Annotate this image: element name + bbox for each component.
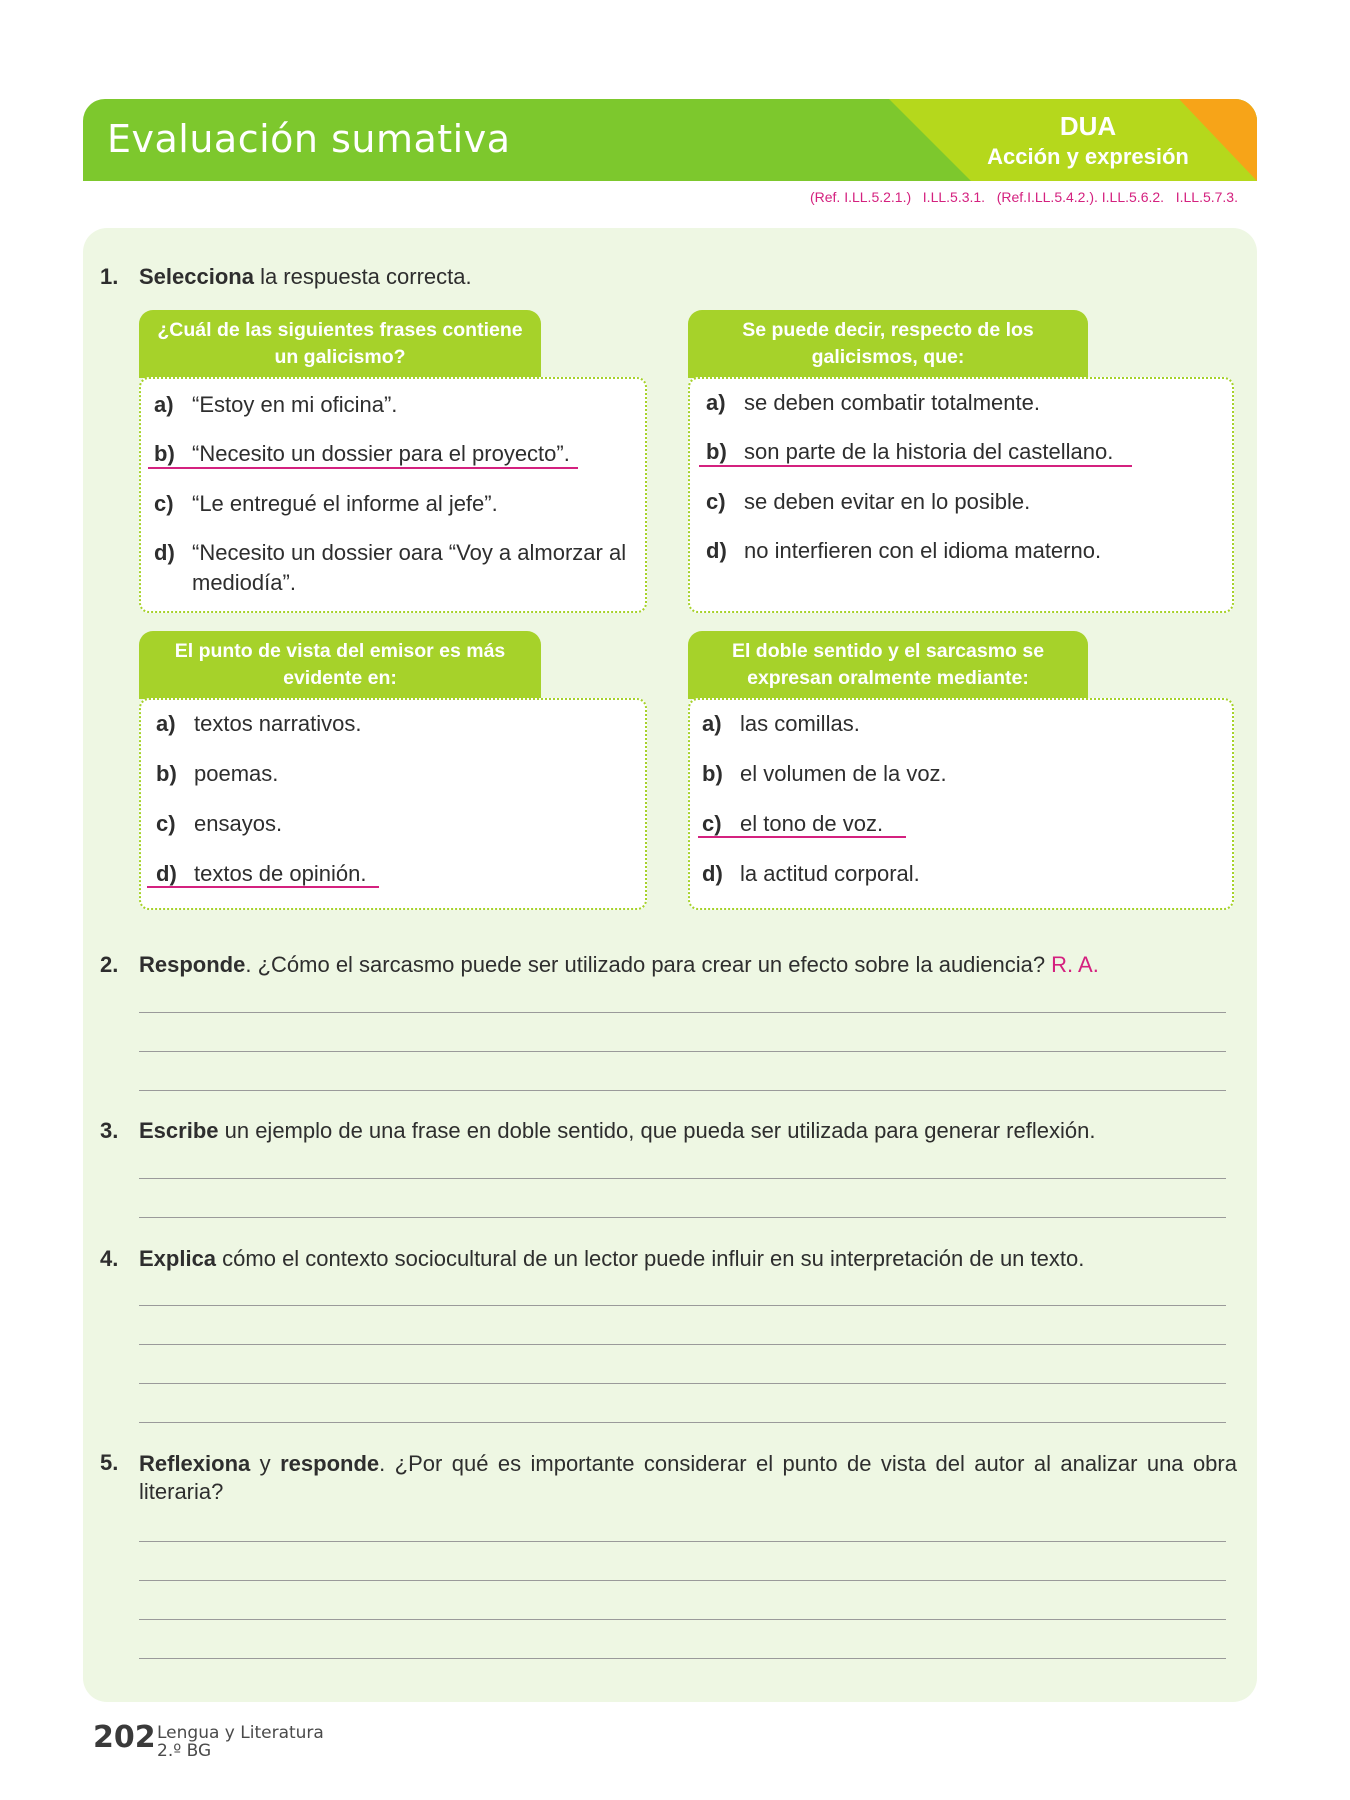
option-letter: a) [706,390,726,415]
question-5-number: 5. [100,1450,119,1475]
option-text: son parte de la historia del castellano. [744,439,1114,464]
option-text: no interfieren con el idioma materno. [744,538,1102,563]
answer-line[interactable] [139,1012,1226,1013]
option-letter: a) [154,392,174,417]
box-4-option-d[interactable] [702,859,1222,889]
question-5-prompt [139,1450,1237,1506]
option-letter: b) [706,439,727,464]
answer-line[interactable] [139,1383,1226,1384]
question-3-text: un ejemplo de una frase en doble sentido, que pueda ser utilizada para generar reflexión. [218,1118,1096,1143]
grade-level: 2.º BG [157,1741,212,1761]
answer-line[interactable] [139,1658,1226,1659]
answer-line[interactable] [139,1422,1226,1423]
box-3-option-c[interactable] [156,809,636,839]
option-text: poemas. [194,761,279,786]
answer-line[interactable] [139,1090,1226,1091]
option-letter: c) [154,491,174,516]
option-text: “Le entregué el informe al jefe”. [192,491,498,516]
option-letter: c) [156,811,176,836]
box-4-option-c[interactable] [702,809,1222,839]
question-1-number: 1. [100,264,119,289]
box-2-heading: Se puede decir, respecto de los galicismos, que: [688,310,1088,378]
question-3-number: 3. [100,1118,119,1143]
option-letter: c) [702,811,722,836]
option-text: “Necesito un dossier para el proyecto”. [192,441,570,466]
question-5-connector: y [250,1451,281,1476]
question-2-number: 2. [100,952,119,977]
question-1-verb: Selecciona [139,264,254,289]
option-letter: a) [156,711,176,736]
question-1-text: la respuesta correcta. [253,264,472,289]
option-text: la actitud corporal. [740,861,920,886]
answer-line[interactable] [139,1344,1226,1345]
dua-label [953,111,1223,170]
option-text: las comillas. [740,711,860,736]
box-1-heading: ¿Cuál de las siguientes frases contiene un galicismo? [139,310,541,378]
header-banner [83,99,1257,181]
dua-subtitle: Acción y expresión [987,144,1189,169]
option-text: el volumen de la voz. [740,761,947,786]
question-5-verb-2: responde [280,1451,380,1476]
answer-line[interactable] [139,1051,1226,1052]
answer-line[interactable] [139,1541,1226,1542]
box-3-option-b[interactable] [156,759,636,789]
box-2-option-b[interactable] [706,437,1226,467]
question-4-prompt [139,1246,1239,1272]
answer-line[interactable] [139,1305,1226,1306]
question-4-number: 4. [100,1246,119,1271]
question-5-verb: Reflexiona [139,1451,251,1476]
option-letter: d) [702,861,723,886]
option-letter: b) [702,761,723,786]
answer-note: R. A. [1051,952,1099,977]
answer-line[interactable] [139,1580,1226,1581]
option-text: “Necesito un dossier oara “Voy a almorzar al mediodía”. [192,540,627,595]
box-2-option-a[interactable] [706,388,1226,418]
subject-name: Lengua y Literatura [157,1723,324,1743]
answer-line[interactable] [139,1178,1226,1179]
option-letter: d) [154,540,175,565]
box-4-option-b[interactable] [702,759,1222,789]
box-1-option-d[interactable] [154,538,634,598]
option-letter: d) [156,861,177,886]
question-5-text: . ¿Por qué es importante considerar el punto de vista del autor al analizar una obra literaria? [139,1451,1237,1504]
question-4-text: cómo el contexto sociocultural de un lector puede influir en su interpretación de un texto. [216,1246,1085,1271]
question-4-verb: Explica [139,1246,217,1271]
answer-line[interactable] [139,1217,1226,1218]
option-letter: b) [154,441,175,466]
option-letter: c) [706,489,726,514]
option-letter: b) [156,761,177,786]
box-4-option-a[interactable] [702,709,1222,739]
selected-answer-underline [148,467,578,469]
selected-answer-underline [147,886,379,888]
box-4-heading: El doble sentido y el sarcasmo se expresan oralmente mediante: [688,631,1088,699]
option-text: el tono de voz. [740,811,884,836]
box-1-option-a[interactable] [154,390,634,420]
option-text: ensayos. [194,811,283,836]
question-3-verb: Escribe [139,1118,219,1143]
box-1-option-b[interactable] [154,439,634,469]
option-text: textos de opinión. [194,861,367,886]
option-text: textos narrativos. [194,711,362,736]
box-3-option-a[interactable] [156,709,636,739]
box-3-heading: El punto de vista del emisor es más evidente en: [139,631,541,699]
box-1-option-c[interactable] [154,489,634,519]
box-3-option-d[interactable] [156,859,636,889]
option-letter: d) [706,538,727,563]
question-1-prompt [139,264,472,290]
page-number: 202 [93,1720,156,1755]
selected-answer-underline [698,836,906,838]
selected-answer-underline [699,465,1132,467]
question-2-verb: Responde [139,952,246,977]
dua-title: DUA [1059,111,1117,141]
question-3-prompt [139,1118,1239,1144]
option-text: se deben combatir totalmente. [744,390,1040,415]
option-text: “Estoy en mi oficina”. [192,392,398,417]
option-text: se deben evitar en lo posible. [744,489,1031,514]
question-2-prompt [139,952,1239,978]
option-letter: a) [702,711,722,736]
box-2-option-c[interactable] [706,487,1226,517]
page-title: Evaluación sumativa [107,117,511,161]
question-2-text: . ¿Cómo el sarcasmo puede ser utilizado para crear un efecto sobre la audiencia? [245,952,1046,977]
box-2-option-d[interactable] [706,536,1226,566]
footer-subject [157,1724,324,1760]
answer-line[interactable] [139,1619,1226,1620]
reference-codes: (Ref. I.LL.5.2.1.) I.LL.5.3.1. (Ref.I.LL.5.4.2.). I.LL.5.6.2. I.LL.5.7.3. [809,189,1238,205]
